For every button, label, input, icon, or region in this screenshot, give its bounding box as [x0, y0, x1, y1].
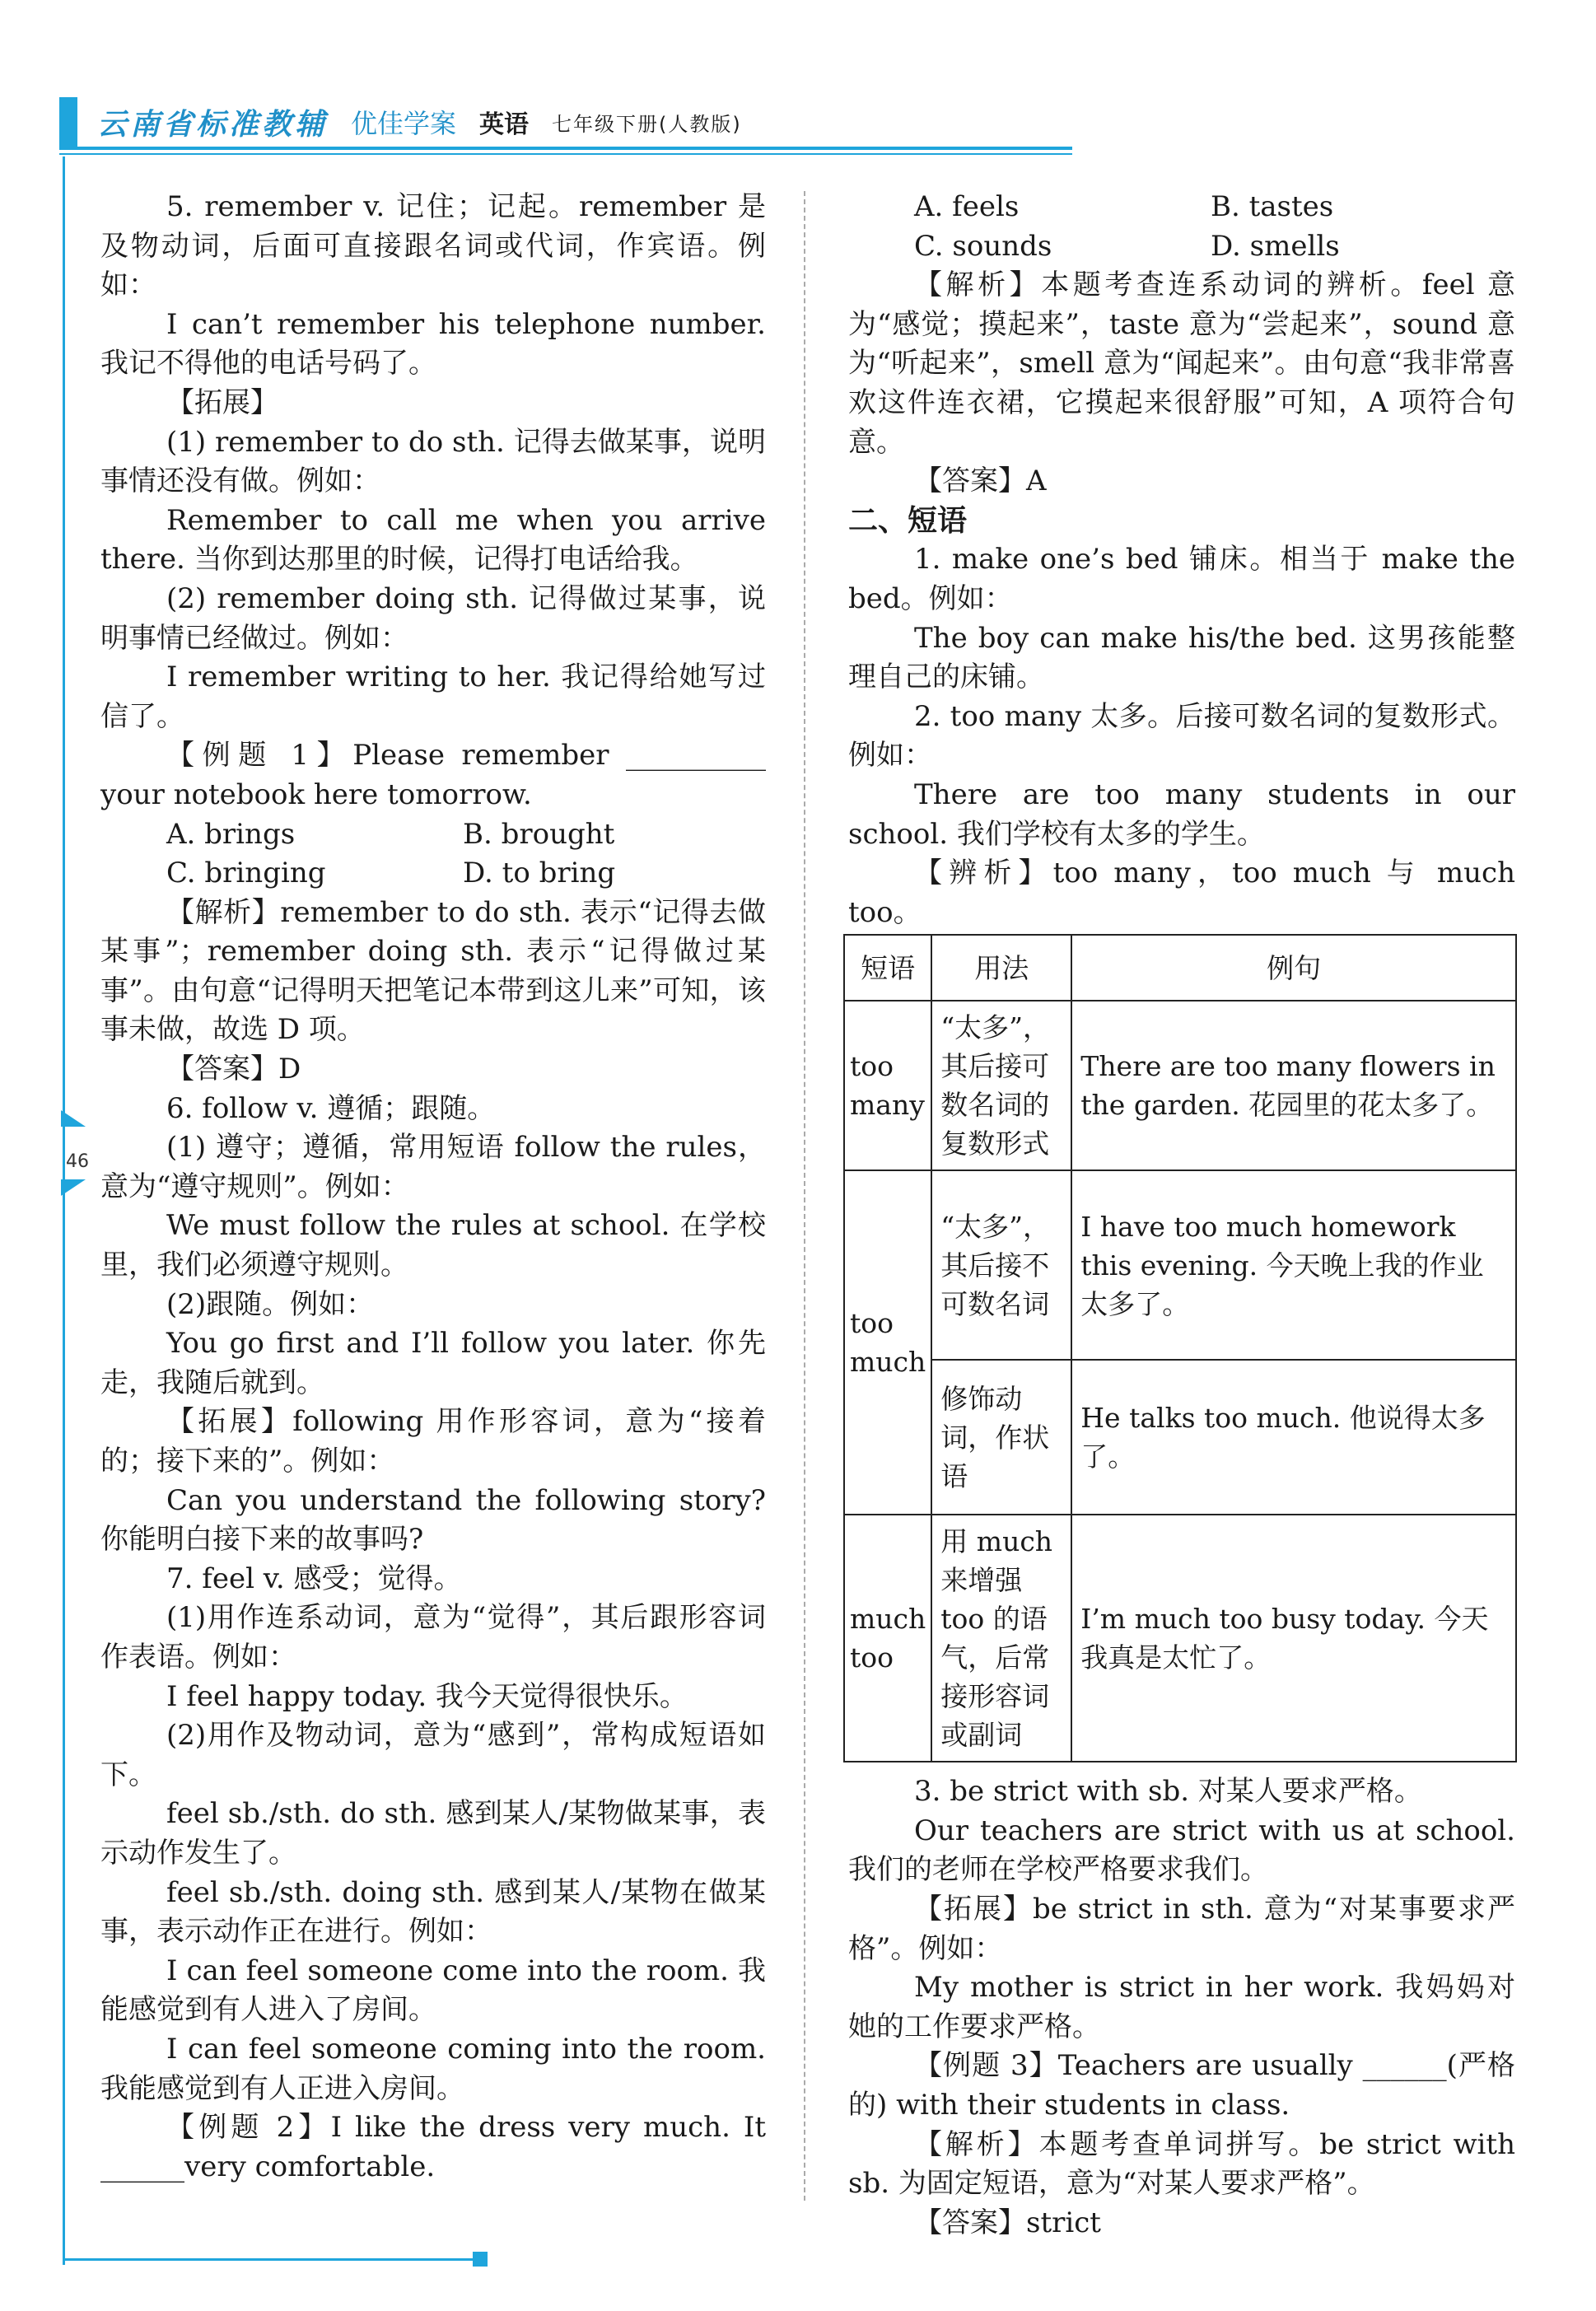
- table-cell-example: He talks too much. 他说得太多了。: [1071, 1360, 1516, 1515]
- table-header: 用法: [931, 935, 1071, 1001]
- paragraph: Can you understand the following story? 你能明白接下来的故事吗?: [100, 1483, 766, 1557]
- footer-square: [473, 2252, 488, 2267]
- table-row: [844, 1170, 1516, 1360]
- table-cell-example: I’m much too busy today. 今天我真是太忙了。: [1071, 1515, 1516, 1762]
- table-header: 例句: [1071, 935, 1516, 1001]
- paragraph: 【例题 2】I like the dress very much. It ______very comfortable.: [100, 2111, 766, 2183]
- paragraph: My mother is strict in her work. 我妈妈对她的工作要求严格。: [848, 1971, 1515, 2043]
- header-accent-bar: [59, 97, 77, 147]
- answer-option: C. sounds: [914, 229, 1052, 263]
- paragraph: 7. feel v. 感受；觉得。: [166, 1562, 462, 1595]
- table-header: 短语: [844, 935, 931, 1001]
- answer-options: [100, 815, 766, 855]
- paragraph: 【辨析】too many，too much 与 much too。: [848, 857, 1515, 929]
- table-cell-usage: “太多”，其后接可数名词的复数形式: [931, 1001, 1071, 1170]
- answer-option: D. smells: [1211, 229, 1340, 263]
- table-header-row: [844, 935, 1516, 1001]
- paragraph: (2)用作及物动词，意为“感到”，常构成短语如下。: [100, 1719, 766, 1791]
- paragraph: 【答案】A: [914, 465, 1047, 498]
- paragraph: 【答案】D: [166, 1053, 301, 1086]
- page-number: 46: [66, 1151, 89, 1172]
- right-column-bottom: [848, 1772, 1515, 2243]
- paragraph: feel sb./sth. do sth. 感到某人/某物做某事，表示动作发生了。: [100, 1797, 766, 1870]
- paragraph: Our teachers are strict with us at school. 我们的老师在学校严格要求我们。: [848, 1814, 1515, 1887]
- paragraph: 【解析】本题考查连系动词的辨析。feel 意为“感觉；摸起来”，taste 意为“尝起来”，sound 意为“听起来”，smell 意为“闻起来”。由句意“我非常喜欢这件连衣裙，它摸起来很舒服”可知，A 项符合句意。: [848, 268, 1515, 459]
- margin-line: [63, 156, 65, 2265]
- paragraph: 【例题 3】Teachers are usually ______(严格的) with their students in class.: [848, 2049, 1515, 2122]
- paragraph: I can feel someone coming into the room. 我能感觉到有人正进入房间。: [100, 2032, 766, 2105]
- answer-option: B. tastes: [1211, 190, 1334, 223]
- paragraph: 【拓展】be strict in sth. 意为“对某事要求严格”。例如：: [848, 1893, 1515, 1965]
- answer-options: [848, 188, 1515, 227]
- column-divider: [804, 191, 805, 2201]
- margin-marker-top: [61, 1110, 86, 1127]
- header-series: 优佳学案: [351, 108, 457, 139]
- table-cell-phrase: too many: [844, 1001, 931, 1170]
- header-brand: 云南省标准教辅: [97, 107, 329, 142]
- answer-options: [848, 227, 1515, 267]
- table-row: [844, 1001, 1516, 1170]
- answer-option: B. brought: [463, 817, 615, 851]
- header-rule-thin: [59, 153, 1072, 155]
- table-cell-phrase: too much: [844, 1170, 931, 1515]
- paragraph: 2. too many 太多。后接可数名词的复数形式。例如：: [848, 699, 1515, 773]
- header-rule: [59, 147, 1072, 150]
- paragraph: 5. remember v. 记住；记起。remember 是及物动词，后面可直接跟名词或代词，作宾语。例如：: [100, 190, 766, 302]
- answer-option: A. feels: [914, 190, 1020, 223]
- margin-marker-bottom: [61, 1179, 86, 1196]
- page-header: [97, 97, 742, 147]
- paragraph: We must follow the rules at school. 在学校里，我们必须遵守规则。: [100, 1209, 766, 1282]
- paragraph: The boy can make his/the bed. 这男孩能整理自己的床铺。: [848, 621, 1515, 694]
- paragraph: 1. make one’s bed 铺床。相当于 make the bed。例如：: [848, 543, 1515, 615]
- paragraph: 【答案】strict: [914, 2206, 1101, 2239]
- paragraph: I can feel someone come into the room. 我能感觉到有人进入了房间。: [100, 1954, 766, 2027]
- table-row: [844, 1515, 1516, 1762]
- paragraph: (1) remember to do sth. 记得去做某事，说明事情还没有做。例如：: [100, 425, 766, 498]
- footer-rule: [63, 2258, 478, 2261]
- right-column-top: [848, 188, 1515, 932]
- header-subject: 英语: [479, 110, 530, 139]
- table-cell-example: I have too much homework this evening. 今天晚上我的作业太多了。: [1071, 1170, 1516, 1360]
- paragraph: (2)跟随。例如：: [166, 1287, 375, 1321]
- paragraph: There are too many students in our school. 我们学校有太多的学生。: [848, 777, 1515, 851]
- header-grade: 七年级下册(人教版): [552, 112, 742, 136]
- answer-option: D. to bring: [463, 857, 616, 890]
- paragraph: feel sb./sth. doing sth. 感到某人/某物在做某事，表示动作正在进行。例如：: [100, 1875, 766, 1949]
- paragraph: 【拓展】: [166, 385, 278, 419]
- paragraph: 【例题 1】Please remember __________ your notebook here tomorrow.: [100, 739, 766, 811]
- paragraph: Remember to call me when you arrive there. 当你到达那里的时候，记得打电话给我。: [100, 503, 766, 577]
- table-cell-phrase: much too: [844, 1515, 931, 1762]
- right-column: [848, 188, 1515, 2243]
- table-cell-usage: “太多”，其后接不可数名词: [931, 1170, 1071, 1360]
- paragraph: (1)用作连系动词，意为“觉得”，其后跟形容词作表语。例如：: [100, 1601, 766, 1674]
- left-column: [100, 188, 766, 2187]
- paragraph: (1) 遵守；遵循，常用短语 follow the rules，意为“遵守规则”。例如：: [100, 1131, 766, 1203]
- table-cell-example: There are too many flowers in the garden. 花园里的花太多了。: [1071, 1001, 1516, 1170]
- paragraph: 【解析】本题考查单词拼写。be strict with sb. 为固定短语，意为“对某人要求严格”。: [848, 2127, 1515, 2201]
- paragraph: 6. follow v. 遵循；跟随。: [166, 1091, 496, 1125]
- paragraph: You go first and I’ll follow you later. 你先走，我随后就到。: [100, 1327, 766, 1399]
- paragraph: (2) remember doing sth. 记得做过某事，说明事情已经做过。例如：: [100, 581, 766, 655]
- phrase-comparison-table: [843, 934, 1517, 1762]
- answer-option: A. brings: [166, 817, 296, 851]
- answer-option: C. bringing: [166, 857, 326, 890]
- paragraph: I remember writing to her. 我记得给她写过信了。: [100, 661, 766, 733]
- table-cell-usage: 修饰动词，作状语: [931, 1360, 1071, 1515]
- paragraph: 3. be strict with sb. 对某人要求严格。: [914, 1775, 1422, 1809]
- table-cell-usage: 用 much 来增强 too 的语气，后常接形容词或副词: [931, 1515, 1071, 1762]
- paragraph: I can’t remember his telephone number. 我记不得他的电话号码了。: [100, 307, 766, 380]
- paragraph: 【拓展】following 用作形容词，意为“接着的；接下来的”。例如：: [100, 1405, 766, 1478]
- table-row: [844, 1360, 1516, 1515]
- section-heading: 二、短语: [848, 503, 968, 538]
- paragraph: 【解析】remember to do sth. 表示“记得去做某事”；remember doing sth. 表示“记得做过某事”。由句意“记得明天把笔记本带到这儿来”可知，该事未做，故选 D 项。: [100, 895, 766, 1047]
- answer-options: [100, 854, 766, 894]
- paragraph: I feel happy today. 我今天觉得很快乐。: [166, 1679, 688, 1713]
